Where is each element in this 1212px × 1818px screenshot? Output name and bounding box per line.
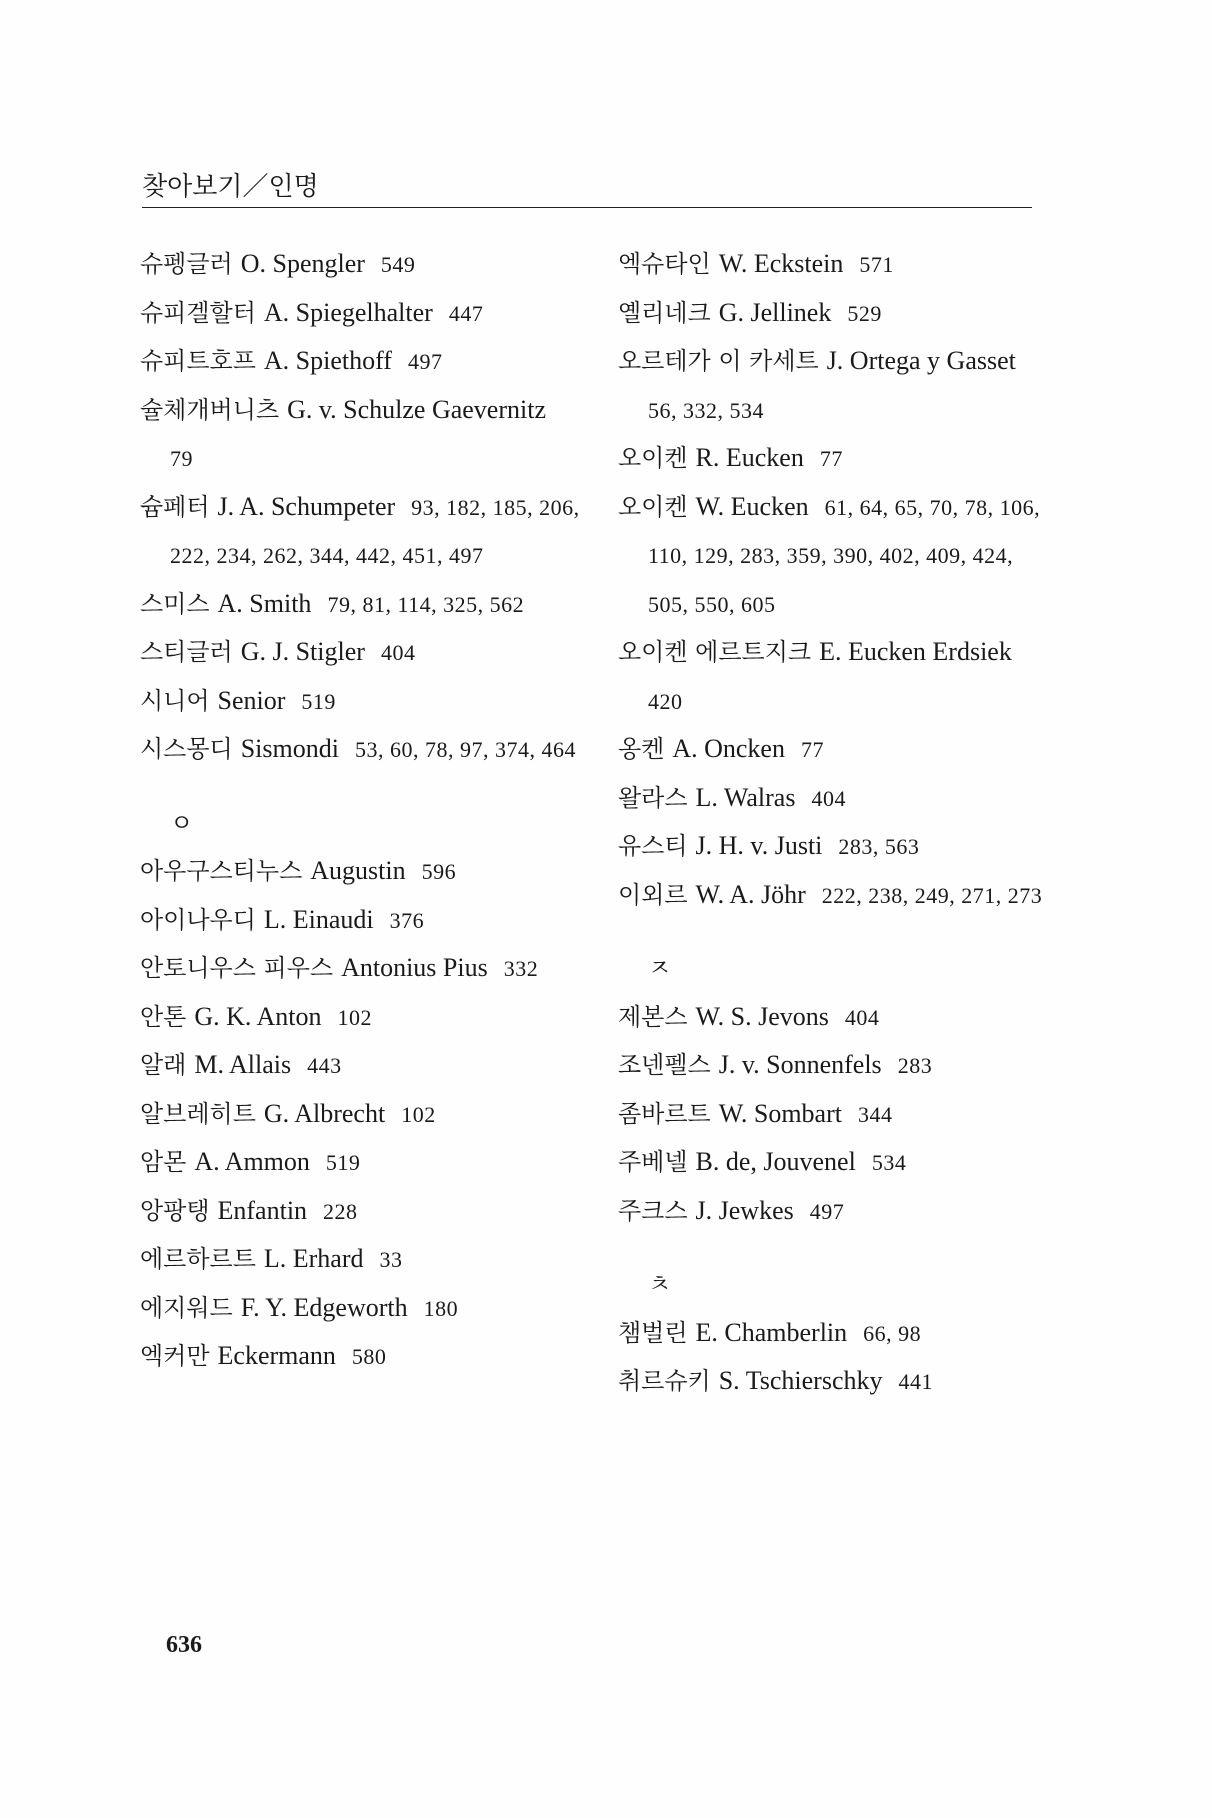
entry-original-name: E. Eucken Erdsiek: [819, 637, 1012, 666]
entry-page-refs: 420: [648, 688, 683, 714]
entry-page-refs: 228: [323, 1198, 358, 1224]
entry-korean-name: 암몬: [140, 1148, 187, 1176]
entry-page-refs: 93, 182, 185, 206, 222, 234, 262, 344, 442, 451, 497: [170, 494, 580, 568]
entry-korean-name: 슈펭글러: [140, 250, 233, 278]
entry-original-name: Eckermann: [217, 1341, 336, 1370]
entry-page-refs: 529: [847, 300, 882, 326]
entry-korean-name: 슈피겔할터: [140, 298, 256, 327]
index-entry: [618, 1041, 1058, 1090]
entry-page-refs: 571: [859, 252, 894, 277]
entry-page-refs: 596: [421, 859, 457, 884]
index-entry-list: [618, 1309, 1058, 1406]
entry-korean-name: 주베넬: [618, 1148, 688, 1176]
entry-korean-name: 주크스: [618, 1196, 688, 1225]
index-entry: [140, 1235, 582, 1284]
entry-korean-name: 알래: [140, 1051, 187, 1079]
entry-korean-name: 엑슈타인: [618, 250, 711, 278]
entry-original-name: J. Jewkes: [695, 1195, 794, 1225]
index-entry: [140, 1187, 582, 1236]
entry-original-name: G. v. Schulze Gaevernitz: [287, 394, 546, 424]
index-entry: [140, 847, 582, 896]
section-heading-jieut: ㅈ: [648, 954, 672, 982]
index-entry: [140, 896, 582, 945]
entry-original-name: J. H. v. Justi: [695, 831, 823, 860]
entry-original-name: G. Albrecht: [263, 1098, 386, 1128]
index-entry: [140, 580, 582, 629]
entry-korean-name: 시니어: [140, 686, 210, 715]
entry-korean-name: 에르하르트: [140, 1245, 256, 1273]
entry-page-refs: 79: [170, 446, 193, 471]
index-entry: [140, 628, 582, 677]
entry-original-name: Enfantin: [217, 1195, 308, 1225]
entry-page-refs: 519: [301, 688, 336, 714]
entry-original-name: G. Jellinek: [718, 297, 832, 327]
entry-korean-name: 앙팡탱: [140, 1196, 210, 1225]
index-entry: [618, 628, 1058, 725]
entry-korean-name: 아이나우디: [140, 905, 256, 934]
index-entry: [140, 1041, 582, 1090]
entry-original-name: J. Ortega y Gasset: [826, 346, 1016, 375]
entry-page-refs: 283, 563: [838, 834, 920, 859]
index-entry: [140, 993, 582, 1042]
entry-original-name: J. v. Sonnenfels: [718, 1050, 882, 1079]
index-entry: [140, 337, 582, 386]
entry-korean-name: 좀바르트: [618, 1099, 711, 1128]
entry-original-name: B. de, Jouvenel: [695, 1147, 856, 1176]
entry-page-refs: 441: [898, 1369, 933, 1394]
index-entry: [618, 774, 1058, 823]
entry-page-refs: 61, 64, 65, 70, 78, 106, 110, 129, 283, 359, 390, 402, 409, 424, 505, 550, 605: [648, 494, 1041, 617]
section-heading-chieut: ㅊ: [648, 1270, 672, 1298]
entry-korean-name: 아우구스티누스: [140, 857, 303, 885]
index-entry: [618, 1187, 1058, 1236]
index-entry: [618, 240, 1058, 289]
index-entry: [140, 677, 582, 726]
entry-original-name: W. Sombart: [718, 1098, 842, 1128]
index-entry: [618, 871, 1058, 920]
entry-page-refs: 519: [325, 1150, 361, 1175]
index-entry: [618, 434, 1058, 483]
entry-original-name: G. J. Stigler: [240, 637, 365, 666]
entry-korean-name: 취르슈키: [618, 1367, 711, 1395]
index-entry: [140, 1090, 582, 1139]
entry-page-refs: 580: [351, 1344, 387, 1369]
page-header: [142, 166, 1032, 208]
index-entry: [140, 944, 582, 993]
entry-original-name: L. Einaudi: [263, 904, 374, 934]
entry-korean-name: 엑커만: [140, 1342, 210, 1370]
entry-page-refs: 332: [503, 956, 539, 981]
entry-original-name: W. S. Jevons: [695, 1001, 829, 1031]
section-heading-ieung: ㅇ: [170, 808, 194, 837]
index-entry: [618, 337, 1058, 434]
page-title: 찾아보기／인명: [142, 172, 319, 202]
index-entry: [140, 386, 582, 483]
index-entry: [618, 993, 1058, 1042]
index-entry: [618, 1309, 1058, 1358]
entry-korean-name: 스티글러: [140, 638, 233, 666]
entry-original-name: E. Chamberlin: [695, 1317, 848, 1347]
index-entry-list: [618, 993, 1058, 1236]
entry-korean-name: 슈피트호프: [140, 347, 256, 375]
entry-korean-name: 옹켄: [618, 735, 665, 763]
index-entry: [140, 289, 582, 338]
entry-korean-name: 안톤: [140, 1002, 187, 1031]
entry-korean-name: 시스몽디: [140, 735, 233, 763]
entry-page-refs: 376: [389, 907, 425, 933]
entry-korean-name: 오이켄: [618, 492, 688, 521]
index-entry: [618, 483, 1058, 629]
entry-page-refs: 497: [809, 1198, 845, 1224]
entry-original-name: M. Allais: [194, 1050, 292, 1079]
entry-korean-name: 제본스: [618, 1002, 688, 1031]
index-entry: [618, 289, 1058, 338]
index-entry: [140, 483, 582, 580]
entry-original-name: W. A. Jöhr: [695, 879, 806, 909]
entry-korean-name: 챔벌린: [618, 1318, 688, 1347]
entry-original-name: O. Spengler: [240, 249, 365, 278]
entry-page-refs: 102: [337, 1004, 372, 1030]
entry-original-name: A. Ammon: [194, 1147, 310, 1176]
entry-page-refs: 549: [380, 252, 416, 277]
entry-original-name: A. Smith: [217, 588, 312, 618]
entry-korean-name: 슘페터: [140, 492, 210, 521]
entry-page-refs: 102: [401, 1101, 436, 1127]
entry-original-name: W. Eucken: [695, 491, 809, 521]
entry-original-name: L. Erhard: [263, 1244, 364, 1273]
entry-page-refs: 447: [448, 300, 484, 326]
index-entry: [618, 1090, 1058, 1139]
left-column: [140, 240, 582, 1381]
entry-page-refs: 344: [857, 1101, 893, 1127]
entry-page-refs: 56, 332, 534: [648, 397, 764, 423]
index-entry: [618, 1357, 1058, 1406]
entry-original-name: A. Spiegelhalter: [263, 297, 433, 327]
index-entry-list: [618, 240, 1058, 919]
entry-korean-name: 조넨펠스: [618, 1051, 711, 1079]
entry-page-refs: 79, 81, 114, 325, 562: [327, 591, 525, 617]
entry-korean-name: 이외르: [618, 880, 688, 909]
entry-page-refs: 33: [379, 1247, 403, 1272]
entry-korean-name: 안토니우스 피우스: [140, 954, 334, 982]
entry-korean-name: 알브레히트: [140, 1099, 256, 1128]
entry-original-name: R. Eucken: [695, 443, 804, 472]
entry-original-name: A. Oncken: [672, 734, 785, 763]
entry-korean-name: 오르테가 이 카세트: [618, 347, 819, 375]
entry-page-refs: 180: [423, 1295, 459, 1321]
entry-original-name: F. Y. Edgeworth: [240, 1292, 408, 1322]
entry-page-refs: 77: [800, 737, 824, 762]
entry-korean-name: 슐체개버니츠: [140, 395, 280, 424]
entry-korean-name: 오이켄: [618, 444, 688, 472]
entry-original-name: Sismondi: [240, 734, 339, 763]
entry-original-name: Augustin: [310, 856, 406, 885]
right-column: [618, 240, 1058, 1406]
entry-page-refs: 534: [871, 1150, 907, 1175]
entry-original-name: W. Eckstein: [718, 249, 844, 278]
index-entry: [140, 725, 582, 774]
entry-korean-name: 유스티: [618, 832, 688, 860]
index-entry: [140, 240, 582, 289]
index-entry: [140, 1138, 582, 1187]
index-entry: [618, 1138, 1058, 1187]
entry-page-refs: 404: [380, 640, 416, 665]
index-entry: [140, 1332, 582, 1381]
entry-page-refs: 222, 238, 249, 271, 273: [821, 882, 1043, 908]
entry-page-refs: 497: [407, 349, 443, 374]
index-entry-list: [140, 240, 582, 774]
entry-original-name: A. Spiethoff: [263, 346, 392, 375]
entry-korean-name: 옐리네크: [618, 298, 711, 327]
entry-page-refs: 404: [811, 785, 846, 811]
entry-original-name: S. Tschierschky: [718, 1366, 883, 1395]
page-number: 636: [166, 1632, 202, 1658]
entry-korean-name: 에지워드: [140, 1293, 233, 1322]
index-entry: [618, 822, 1058, 871]
entry-page-refs: 53, 60, 78, 97, 374, 464: [354, 737, 576, 762]
entry-original-name: J. A. Schumpeter: [217, 491, 396, 521]
entry-korean-name: 스미스: [140, 589, 210, 618]
index-entry: [140, 1284, 582, 1333]
entry-original-name: L. Walras: [695, 782, 796, 812]
entry-original-name: Senior: [217, 685, 286, 715]
entry-page-refs: 66, 98: [863, 1320, 922, 1346]
entry-original-name: G. K. Anton: [194, 1001, 322, 1031]
index-entry-list: [140, 847, 582, 1381]
entry-korean-name: 왈라스: [618, 783, 688, 812]
entry-page-refs: 77: [819, 446, 843, 471]
entry-page-refs: 404: [844, 1004, 880, 1030]
entry-original-name: Antonius Pius: [341, 953, 488, 982]
entry-page-refs: 443: [307, 1053, 342, 1078]
index-entry: [618, 725, 1058, 774]
entry-page-refs: 283: [897, 1053, 933, 1078]
entry-korean-name: 오이켄 에르트지크: [618, 638, 812, 666]
